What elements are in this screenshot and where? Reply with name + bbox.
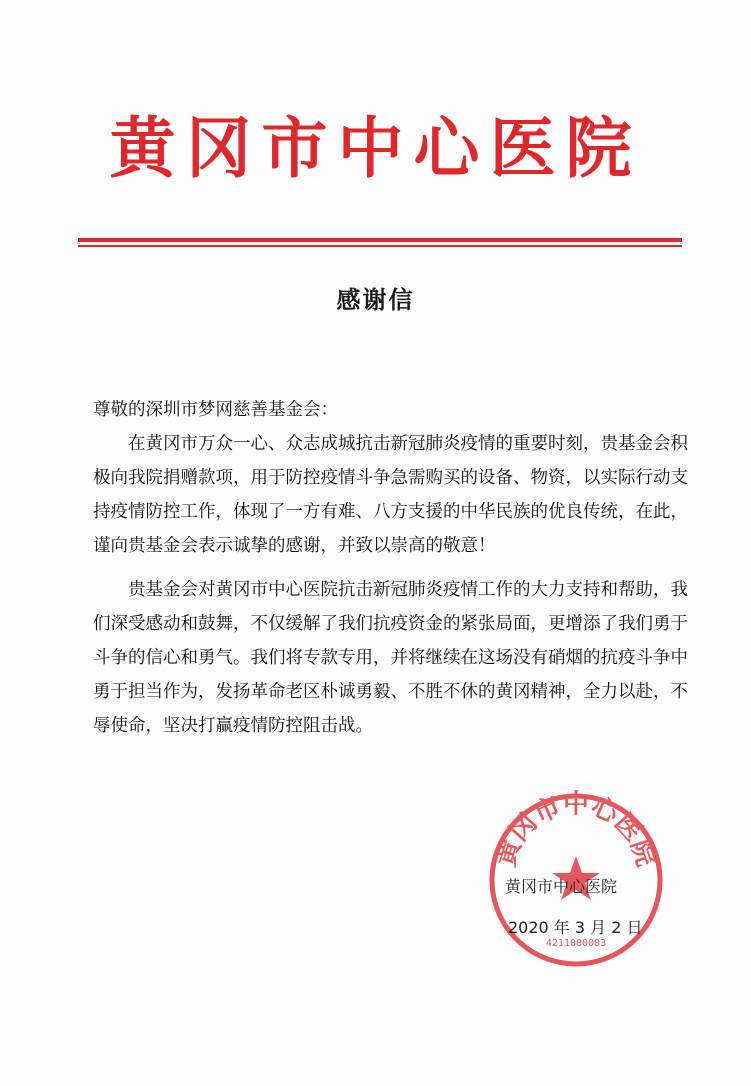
letter-body [93,393,693,743]
letterhead-rule-thick [78,238,682,242]
seal-code: 4211000003 [545,938,607,949]
paragraph-2: 贵基金会对黄冈市中心医院抗击新冠肺炎疫情工作的大力支持和帮助，我们深受感动和鼓舞，不仅缓解了我们抗疫资金的紧张局面，更增添了我们勇于斗争的信心和勇气。我们将专款专用，并将继续在这场没有硝烟的抗疫斗争中勇于担当作为，发扬革命老区朴诚勇毅、不胜不休的黄冈精神，全力以赴，不辱使命，坚决打赢疫情防控阻击战。 [93,580,688,736]
signature-date: 2020 年 3 月 2 日 [508,918,643,937]
letterhead-rule-thin [78,245,682,247]
signature-org: 黄冈市中心医院 [505,877,618,896]
document-title: 感谢信 [336,285,415,314]
paragraph-1: 在黄冈市万众一心、众志成城抗击新冠肺炎疫情的重要时刻，贵基金会积极向我院捐赠款项，用于防控疫情斗争急需购买的设备、物资，以实际行动支持疫情防控工作，体现了一方有难、八方支援的中华民族的优良传统，在此，谨向贵基金会表示诚挚的感谢，并致以崇高的敬意！ [93,434,688,556]
salutation: 尊敬的深圳市梦网慈善基金会： [93,400,338,420]
seal-text: 黄冈市中心医院 [491,790,661,871]
letterhead-title: 黄冈市中心医院 [109,109,642,187]
